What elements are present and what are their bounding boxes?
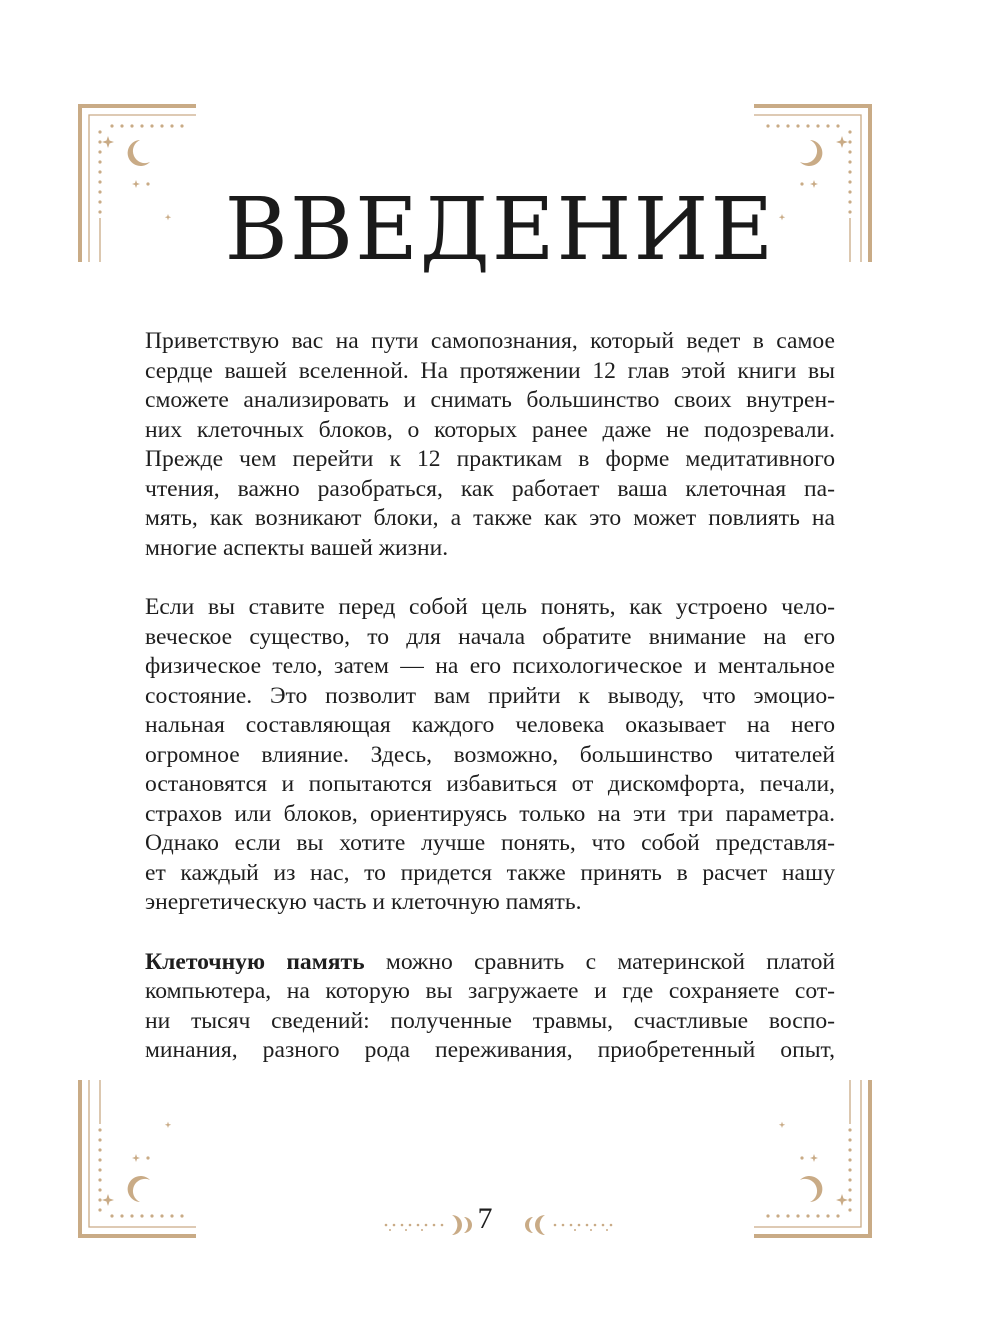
text-line: Прежде чем перейти к 12 практикам в форме медитативного bbox=[145, 446, 835, 472]
text-line: ни тысяч сведений: полученные травмы, счастливые воспо- bbox=[145, 1007, 835, 1034]
text-line: нальная составляющая каждого человека оказывает на него bbox=[145, 712, 835, 738]
text-line: мять, как возникают блоки, а также как это может повлиять на bbox=[145, 505, 835, 531]
text-line: физическое тело, затем — на его психологическое и ментальное bbox=[145, 653, 835, 679]
text-line: них клеточных блоков, о которых ранее даже не подозревали. bbox=[145, 416, 835, 443]
text-line: ет каждый из нас, то придется также принять в расчет нашу bbox=[145, 859, 835, 886]
text-line: минания, разного рода переживания, приобретенный опыт, bbox=[145, 1037, 835, 1063]
text-line: компьютера, на которую вы загружаете и где сохраняете сот- bbox=[145, 978, 835, 1004]
footer-ornament-right bbox=[515, 1212, 615, 1238]
text-line: Однако если вы хотите лучше понять, что собой представля- bbox=[145, 830, 835, 856]
text-line: сердце вашей вселенной. На протяжении 12 глав этой книги вы bbox=[145, 357, 835, 384]
text-line: остановятся и попытаются избавиться от дискомфорта, печали, bbox=[145, 771, 835, 797]
page-footer bbox=[0, 1200, 1000, 1250]
text-line: веческое существо, то для начала обратите внимание на его bbox=[145, 623, 835, 650]
text-line: Если вы ставите перед собой цель понять, как устроено чело- bbox=[145, 594, 835, 620]
page-number: 7 bbox=[477, 1202, 493, 1235]
text-line: энергетическую часть и клеточную память. bbox=[145, 889, 582, 915]
text-line: состояние. Это позволит вам прийти к выводу, что эмоцио- bbox=[145, 682, 835, 709]
text-line: Приветствую вас на пути самопознания, который ведет в самое bbox=[145, 328, 835, 354]
text-line: многие аспекты вашей жизни. bbox=[145, 534, 449, 561]
text-line: чтения, важно разобраться, как работает ваша клеточная па- bbox=[145, 475, 835, 502]
text-line bbox=[145, 948, 835, 978]
paragraph-3 bbox=[145, 948, 835, 1066]
dotted-crescent-icon bbox=[515, 1212, 615, 1238]
page-title: ВВЕДЕНИЕ bbox=[224, 180, 776, 280]
text-line: страхов или блоков, ориентируясь только на эти три параметра. bbox=[145, 800, 835, 827]
paragraph-1 bbox=[145, 327, 835, 563]
text-line: сможете анализировать и снимать большинство своих внутрен- bbox=[145, 387, 835, 413]
bold-term: Клеточную память bbox=[145, 948, 365, 975]
paragraph-2 bbox=[145, 593, 835, 918]
text-line: огромное влияние. Здесь, возможно, большинство читателей bbox=[145, 741, 835, 768]
text-fragment: можно сравнить с материнской платой bbox=[364, 948, 835, 975]
body-text bbox=[145, 327, 835, 1066]
